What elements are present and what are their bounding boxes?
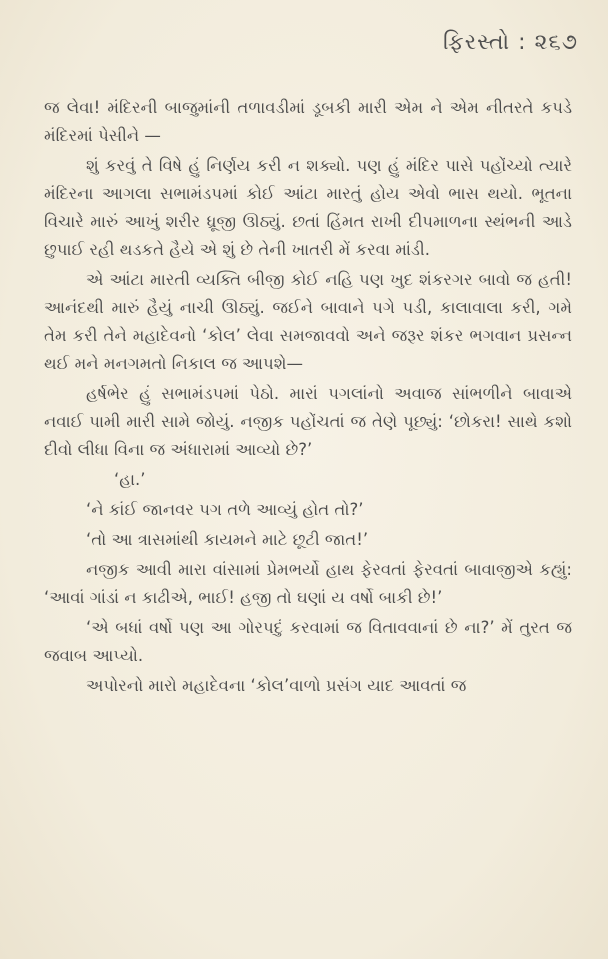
paragraph-7: અપોરનો મારો મહાદેવના ‘કોલ’વાળો પ્રસંગ યાદ આવતાં જ: [86, 676, 467, 695]
paragraph-5: નજીક આવી મારા વાંસામાં પ્રેમભર્યો હાથ ફેરવતાં ફેરવતાં બાવાજીએ કહ્યું: ‘આવાં ગાંડાં ન કાઢીએ, ભાઈ! હજી તો ઘણાં ય વર્ષો બાકી છે!’: [44, 560, 572, 607]
dialog-line-2: ‘ને કાંઈ જાનવર પગ તળે આવ્યું હોત તો?’: [86, 500, 364, 519]
page-body: [44, 94, 572, 702]
dialog-line-1: ‘હા.’: [114, 470, 146, 489]
running-header: ફિરસ્તો : ૨૬૭: [443, 30, 578, 55]
paragraph-3: એ આંટા મારતી વ્યક્તિ બીજી કોઈ નહિ પણ ખુદ શંકરગર બાવો જ હતી! આનંદથી મારું હૈયું નાચી ઊઠ્યું. જઈને બાવાને પગે પડી, કાલાવાલા કરી, ગમે તેમ કરી તેને મહાદેવનો ‘કોલ’ લેવા સમજાવવો અને જરૂર શંકર ભગવાન પ્રસન્ન થઈ મને મનગમતો નિકાલ જ આપશે—: [44, 270, 572, 373]
paragraph-4: હર્ષભેર હું સભામંડપમાં પેઠો. મારાં પગલાંનો અવાજ સાંભળીને બાવાએ નવાઈ પામી મારી સામે જોયું. નજીક પહોંચતાં જ તેણે પૂછ્યું: ‘છોકરા! સાથે કશો દીવો લીધા વિના જ અંધારામાં આવ્યો છે?’: [44, 384, 572, 459]
paragraph-6: ‘એ બધાં વર્ષો પણ આ ગોરપદું કરવામાં જ વિતાવવાનાં છે ના?’ મેં તુરત જ જવાબ આપ્યો.: [44, 618, 572, 665]
paragraph-1: જ લેવા! મંદિરની બાજુમાંની તળાવડીમાં ડૂબકી મારી એમ ને એમ નીતરતે કપડે મંદિરમાં પેસીને —: [44, 98, 572, 145]
paragraph-2: શું કરવું તે વિષે હું નિર્ણય કરી ન શક્યો. પણ હું મંદિર પાસે પહોંચ્યો ત્યારે મંદિરના આગલા સભામંડપમાં કોઈ આંટા મારતું હોય એવો ભાસ થયો. ભૂતના વિચારે મારું આખું શરીર ધ્રૂજી ઊઠ્યું. છતાં હિંમત રાખી દીપમાળના સ્થંભની આડે છુપાઈ રહી થડકતે હૈયે એ શું છે તેની ખાતરી મેં કરવા માંડી.: [44, 156, 572, 259]
dialog-line-3: ‘તો આ ત્રાસમાંથી કાયમને માટે છૂટી જાત!’: [86, 530, 369, 549]
